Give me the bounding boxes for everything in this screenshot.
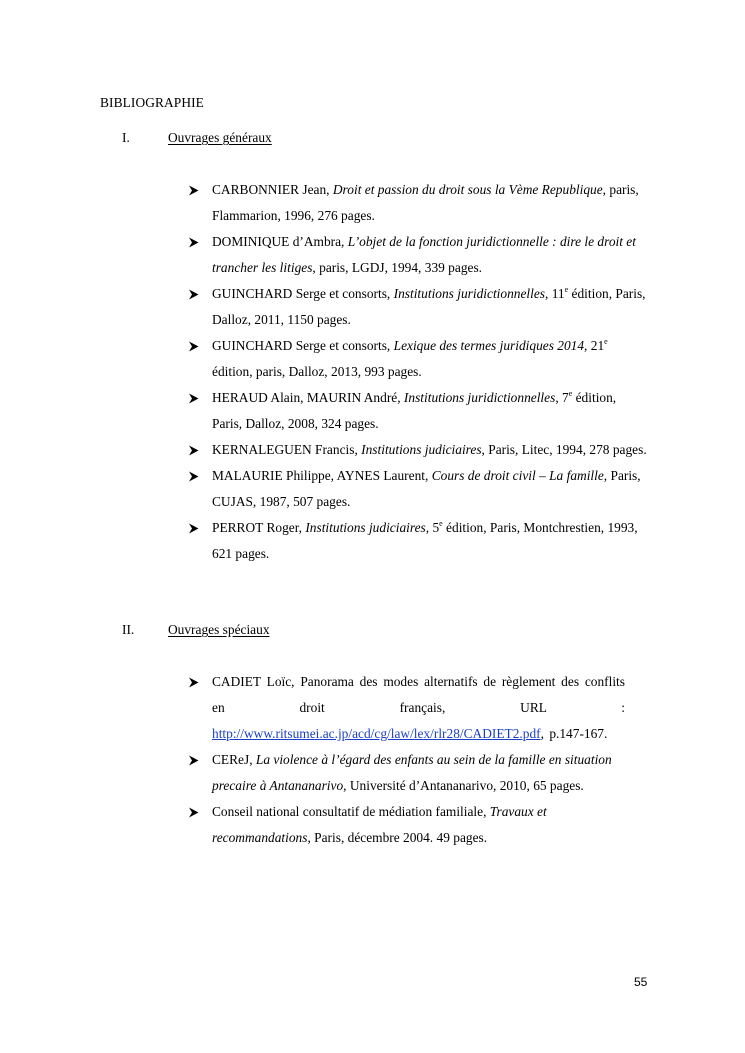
entry-author: MALAURIE Philippe, AYNES Laurent, bbox=[212, 468, 432, 483]
list-item bbox=[188, 515, 648, 567]
section-2-number: II. bbox=[122, 622, 135, 637]
entry-title: Travaux et recommandations bbox=[212, 804, 547, 845]
entry-details: , paris, Flammarion, 1996, 276 pages. bbox=[212, 182, 639, 223]
entry-title: Lexique des termes juridiques 2014 bbox=[393, 338, 585, 353]
entry-author: CADIET Loïc, Panorama des modes alternatifs de règlement des conflits en droit français, URL : bbox=[212, 674, 625, 715]
list-item bbox=[188, 281, 648, 333]
entry-author: Conseil national consultatif de médiation familiale, bbox=[212, 804, 490, 819]
section-2-list bbox=[188, 669, 625, 851]
entry-author: CEReJ, bbox=[212, 752, 256, 767]
entry-details: , Paris, décembre 2004. 49 pages. bbox=[307, 830, 488, 845]
list-item bbox=[188, 463, 648, 515]
entry-details: , p.147-167. bbox=[540, 726, 608, 741]
entry-details: édition, paris, Dalloz, 2013, 993 pages. bbox=[212, 364, 422, 379]
superscript: e bbox=[568, 389, 573, 398]
arrow-bullet-icon bbox=[188, 799, 200, 825]
entry-details: édition, Paris, Montchrestien, 1993, 621 pages. bbox=[212, 520, 638, 561]
entry-author: PERROT Roger, bbox=[212, 520, 306, 535]
entry-title: Institutions judiciaires bbox=[305, 520, 426, 535]
arrow-bullet-icon bbox=[188, 463, 200, 489]
entry-edition: , 11 bbox=[545, 286, 565, 301]
arrow-bullet-icon bbox=[188, 229, 200, 255]
entry-author: KERNALEGUEN Francis, bbox=[212, 442, 362, 457]
entry-url-link[interactable]: http://www.ritsumei.ac.jp/acd/cg/law/lex/rlr28/CADIET2.pdf bbox=[212, 726, 541, 741]
arrow-bullet-icon bbox=[188, 437, 200, 463]
arrow-bullet-icon bbox=[188, 747, 200, 773]
entry-author: CARBONNIER Jean, bbox=[212, 182, 333, 197]
entry-title: Cours de droit civil – La famille bbox=[431, 468, 604, 483]
bibliography-heading: BIBLIOGRAPHIE bbox=[100, 95, 204, 110]
section-2-title: Ouvrages spéciaux bbox=[168, 622, 270, 637]
entry-author: HERAUD Alain, MAURIN André, bbox=[212, 390, 404, 405]
entry-details: , Paris, CUJAS, 1987, 507 pages. bbox=[212, 468, 641, 509]
entry-details: , Université d’Antananarivo, 2010, 65 pages. bbox=[343, 778, 584, 793]
entry-title: La violence à l’égard des enfants au sein de la famille en situation precaire à Antananarivo bbox=[212, 752, 612, 793]
entry-title: L’objet de la fonction juridictionnelle : dire le droit et trancher les litiges bbox=[212, 234, 636, 275]
entry-author: GUINCHARD Serge et consorts, bbox=[212, 338, 394, 353]
superscript: e bbox=[439, 519, 443, 528]
arrow-bullet-icon bbox=[188, 281, 200, 307]
section-1-list bbox=[188, 177, 648, 567]
arrow-bullet-icon bbox=[188, 669, 200, 695]
entry-title: Institutions judiciaires bbox=[361, 442, 482, 457]
entry-details: , paris, LGDJ, 1994, 339 pages. bbox=[312, 260, 483, 275]
entry-author: DOMINIQUE d’Ambra, bbox=[212, 234, 348, 249]
superscript: e bbox=[604, 337, 608, 346]
list-item bbox=[188, 177, 648, 229]
entry-details: édition, Paris, Dalloz, 2011, 1150 pages. bbox=[212, 286, 646, 327]
list-item bbox=[188, 229, 648, 281]
list-item bbox=[188, 747, 652, 799]
section-1-number: I. bbox=[122, 130, 130, 145]
section-1-title: Ouvrages généraux bbox=[168, 130, 272, 145]
arrow-bullet-icon bbox=[188, 385, 200, 411]
entry-title: Institutions juridictionnelles bbox=[403, 390, 556, 405]
entry-edition: , 21 bbox=[584, 338, 605, 353]
entry-edition: , 5 bbox=[425, 520, 440, 535]
arrow-bullet-icon bbox=[188, 177, 200, 203]
arrow-bullet-icon bbox=[188, 515, 200, 541]
entry-edition: , 7 bbox=[555, 390, 569, 405]
entry-title: Droit et passion du droit sous la Vème Republique bbox=[332, 182, 603, 197]
list-item bbox=[188, 385, 648, 437]
superscript: e bbox=[564, 285, 569, 294]
entry-details: , Paris, Litec, 1994, 278 pages. bbox=[481, 442, 647, 457]
list-item bbox=[188, 669, 625, 747]
entry-title: Institutions juridictionnelles bbox=[393, 286, 546, 301]
list-item bbox=[188, 799, 625, 851]
page-number: 55 bbox=[634, 975, 648, 989]
entry-details: édition, Paris, Dalloz, 2008, 324 pages. bbox=[212, 390, 617, 431]
entry-author: GUINCHARD Serge et consorts, bbox=[212, 286, 394, 301]
list-item bbox=[188, 333, 648, 385]
list-item bbox=[188, 437, 648, 463]
arrow-bullet-icon bbox=[188, 333, 200, 359]
